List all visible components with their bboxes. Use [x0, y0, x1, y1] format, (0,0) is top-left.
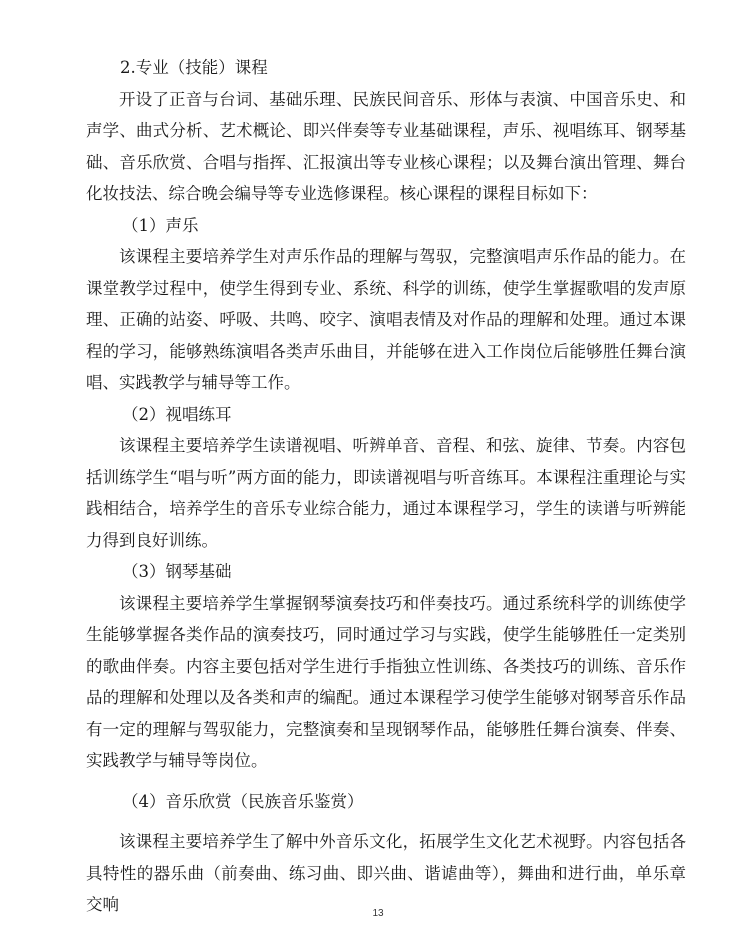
intro-paragraph: 开设了正音与台词、基础乐理、民族民间音乐、形体与表演、中国音乐史、和声学、曲式分析、艺术概论、即兴伴奏等专业基础课程，声乐、视唱练耳、钢琴基础、音乐欣赏、合唱与指挥、汇报演出等专业核心课程；以及舞台演出管理、舞台化妆技法、综合晚会编导等专业选修课程。核心课程的课程目标如下： [86, 89, 686, 203]
course-title-piano: （3）钢琴基础 [122, 562, 232, 581]
course-title-solfeggio: （2）视唱练耳 [122, 404, 232, 424]
page-content [86, 52, 686, 921]
page-number: 13 [372, 908, 384, 919]
course-description-music-appreciation: 该课程主要培养学生了解中外音乐文化，拓展学生文化艺术视野。内容包括各具特性的器乐曲（前奏曲、练习曲、即兴曲、谐谑曲等），舞曲和进行曲，单乐章交响 [86, 832, 686, 914]
course-title-vocal: （1）声乐 [122, 215, 199, 235]
course-description-vocal: 该课程主要培养学生对声乐作品的理解与驾驭，完整演唱声乐作品的能力。在课堂教学过程中，使学生得到专业、系统、科学的训练，使学生掌握歌唱的发声原理、正确的站姿、呼吸、共鸣、咬字、演唱表情及对作品的理解和处理。通过本课程的学习，能够熟练演唱各类声乐曲目，并能够在进入工作岗位后能够胜任舞台演唱、实践教学与辅导等工作。 [86, 247, 686, 392]
section-title: 2.专业（技能）课程 [120, 58, 268, 77]
course-description-piano: 该课程主要培养学生掌握钢琴演奏技巧和伴奏技巧。通过系统科学的训练使学生能够掌握各类作品的演奏技巧，同时通过学习与实践，使学生能够胜任一定类别的歌曲伴奏。内容主要包括对学生进行手指独立性训练、各类技巧的训练、音乐作品的理解和处理以及各类和声的编配。通过本课程学习使学生能够对钢琴音乐作品有一定的理解与驾驭能力，完整演奏和呈现钢琴作品，能够胜任舞台演奏、伴奏、实践教学与辅导等岗位。 [86, 593, 686, 770]
course-description-solfeggio: 该课程主要培养学生读谱视唱、听辨单音、音程、和弦、旋律、节奏。内容包括训练学生“唱与听”两方面的能力，即读谱视唱与听音练耳。本课程注重理论与实践相结合，培养学生的音乐专业综合能力，通过本课程学习，学生的读谱与听辨能力得到良好训练。 [86, 436, 686, 550]
course-title-music-appreciation: （4）音乐欣赏（民族音乐鉴赏） [122, 791, 364, 811]
